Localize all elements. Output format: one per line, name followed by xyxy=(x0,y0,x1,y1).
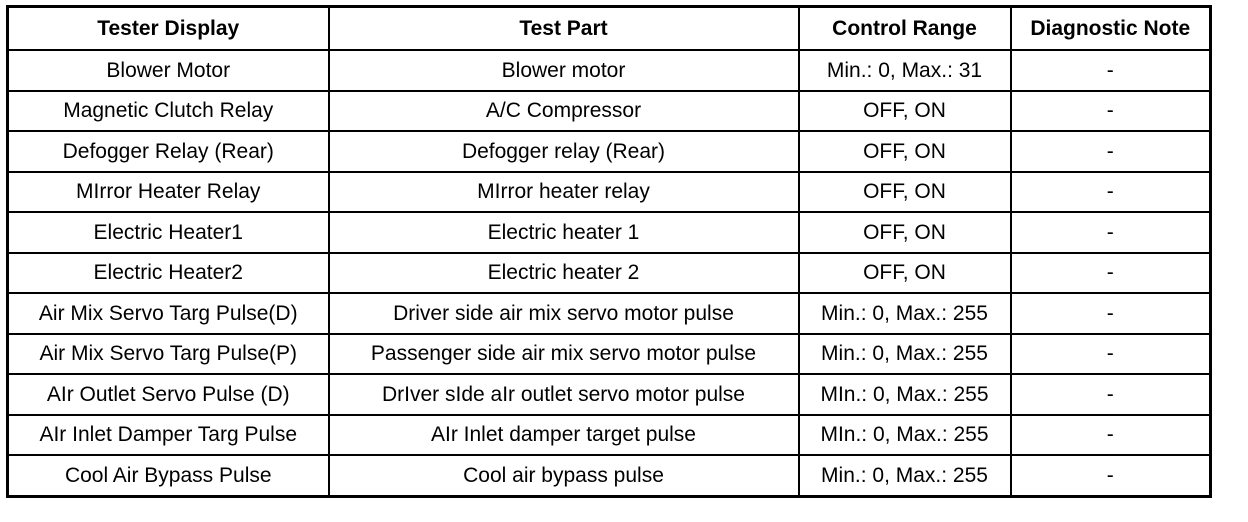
header-test-part: Test Part xyxy=(329,7,799,51)
diagnostic-data-table xyxy=(6,5,1212,498)
cell-diagnostic-note: - xyxy=(1011,131,1211,172)
table-row xyxy=(8,374,1211,415)
header-diagnostic-note: Diagnostic Note xyxy=(1011,7,1211,51)
cell-diagnostic-note: - xyxy=(1011,455,1211,496)
cell-test-part: Blower motor xyxy=(329,50,799,91)
cell-tester-display: Air Mix Servo Targ Pulse(D) xyxy=(8,293,329,334)
cell-tester-display: Blower Motor xyxy=(8,50,329,91)
table-row xyxy=(8,455,1211,496)
table-row xyxy=(8,50,1211,91)
cell-diagnostic-note: - xyxy=(1011,212,1211,253)
cell-tester-display: AIr Outlet Servo Pulse (D) xyxy=(8,374,329,415)
cell-test-part: Passenger side air mix servo motor pulse xyxy=(329,334,799,375)
cell-control-range: OFF, ON xyxy=(799,172,1011,213)
cell-control-range: MIn.: 0, Max.: 255 xyxy=(799,415,1011,456)
cell-diagnostic-note: - xyxy=(1011,293,1211,334)
cell-control-range: Min.: 0, Max.: 255 xyxy=(799,455,1011,496)
cell-test-part: Cool air bypass pulse xyxy=(329,455,799,496)
table-row xyxy=(8,253,1211,294)
cell-diagnostic-note: - xyxy=(1011,374,1211,415)
cell-diagnostic-note: - xyxy=(1011,172,1211,213)
cell-tester-display: Defogger Relay (Rear) xyxy=(8,131,329,172)
cell-control-range: OFF, ON xyxy=(799,212,1011,253)
cell-tester-display: Magnetic Clutch Relay xyxy=(8,91,329,132)
table-row xyxy=(8,334,1211,375)
table-row xyxy=(8,415,1211,456)
cell-tester-display: Electric Heater1 xyxy=(8,212,329,253)
cell-control-range: OFF, ON xyxy=(799,91,1011,132)
cell-tester-display: Electric Heater2 xyxy=(8,253,329,294)
cell-test-part: Electric heater 1 xyxy=(329,212,799,253)
cell-test-part: DrIver sIde aIr outlet servo motor pulse xyxy=(329,374,799,415)
cell-tester-display: MIrror Heater Relay xyxy=(8,172,329,213)
cell-diagnostic-note: - xyxy=(1011,50,1211,91)
cell-test-part: Driver side air mix servo motor pulse xyxy=(329,293,799,334)
table-row xyxy=(8,91,1211,132)
table-header-row xyxy=(8,7,1211,51)
cell-test-part: Defogger relay (Rear) xyxy=(329,131,799,172)
diagnostic-table-container xyxy=(6,5,1212,498)
cell-control-range: Min.: 0, Max.: 31 xyxy=(799,50,1011,91)
table-row xyxy=(8,212,1211,253)
table-row xyxy=(8,172,1211,213)
cell-test-part: Electric heater 2 xyxy=(329,253,799,294)
cell-control-range: OFF, ON xyxy=(799,131,1011,172)
cell-tester-display: AIr Inlet Damper Targ Pulse xyxy=(8,415,329,456)
cell-test-part: AIr Inlet damper target pulse xyxy=(329,415,799,456)
table-row xyxy=(8,293,1211,334)
header-control-range: Control Range xyxy=(799,7,1011,51)
cell-diagnostic-note: - xyxy=(1011,253,1211,294)
cell-control-range: MIn.: 0, Max.: 255 xyxy=(799,374,1011,415)
header-tester-display: Tester Display xyxy=(8,7,329,51)
table-row xyxy=(8,131,1211,172)
cell-control-range: Min.: 0, Max.: 255 xyxy=(799,293,1011,334)
cell-control-range: OFF, ON xyxy=(799,253,1011,294)
cell-tester-display: Air Mix Servo Targ Pulse(P) xyxy=(8,334,329,375)
cell-diagnostic-note: - xyxy=(1011,91,1211,132)
cell-diagnostic-note: - xyxy=(1011,334,1211,375)
cell-control-range: Min.: 0, Max.: 255 xyxy=(799,334,1011,375)
cell-tester-display: Cool Air Bypass Pulse xyxy=(8,455,329,496)
cell-diagnostic-note: - xyxy=(1011,415,1211,456)
cell-test-part: MIrror heater relay xyxy=(329,172,799,213)
cell-test-part: A/C Compressor xyxy=(329,91,799,132)
